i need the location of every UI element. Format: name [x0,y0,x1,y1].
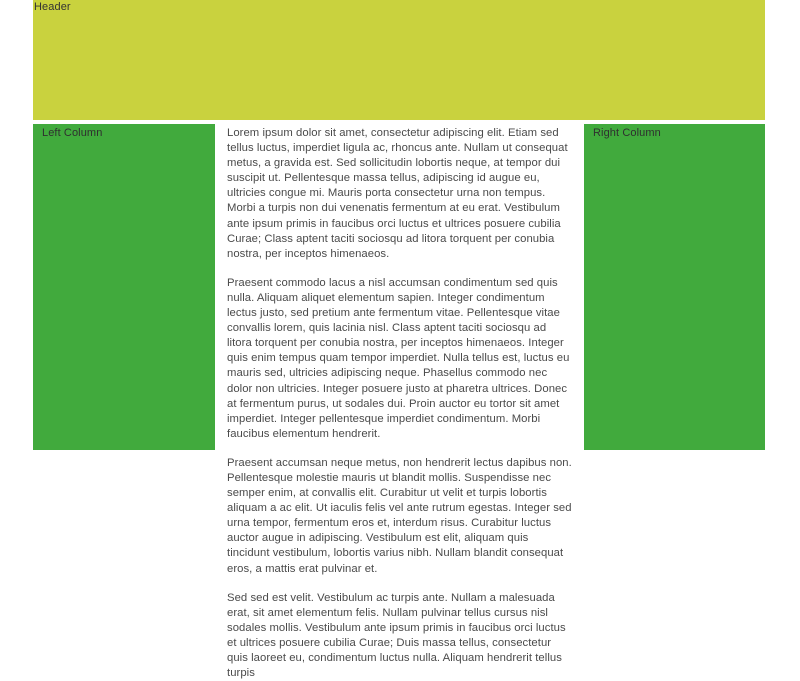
content-paragraph: Praesent accumsan neque metus, non hendrerit lectus dapibus non. Pellentesque molestie mauris ut blandit mollis. Suspendisse nec semper enim, at convallis elit. Curabitur ut velit et turpis lobortis aliquam a ac elit. Ut iaculis felis vel ante rutrum egestas. Integer sed urna tempor, fermentum eros et, interdum risus. Curabitur luctus auctor augue in adipiscing. Vestibulum est elit, aliquam quis tincidunt vestibulum, lobortis varius nibh. Nullam blandit consequat eros, a mattis erat pulvinar et. [227,456,572,575]
header-band [33,0,765,120]
right-column-label: Right Column [593,127,661,139]
center-content-column [215,124,584,680]
content-paragraph: Praesent commodo lacus a nisl accumsan condimentum sed quis nulla. Aliquam aliquet elementum sapien. Integer condimentum lectus justo, sed pretium ante fermentum vitae. Pellentesque vitae convallis lorem, quis lacinia nisl. Class aptent taciti sociosqu ad litora torquent per conubia nostra, per inceptos himenaeos. Integer quis enim tempus quam tempor imperdiet. Nulla tellus est, luctus eu mauris sed, ultricies adipiscing neque. Phasellus commodo nec dolor non ultricies. Integer posuere justo at pharetra ultrices. Donec at fermentum purus, ut sodales dui. Proin auctor eu tortor sit amet imperdiet. Integer pellentesque imperdiet condimentum. Morbi faucibus elementum hendrerit. [227,276,570,440]
three-column-layout [33,124,765,680]
content-paragraph: Sed sed est velit. Vestibulum ac turpis ante. Nullam a malesuada erat, sit amet elementum felis. Nullam pulvinar tellus cursus nisl sodales mollis. Vestibulum ante ipsum primis in faucibus orci luctus et ultrices posuere cubilia Curae; Duis massa tellus, consectetur quis laoreet eu, condimentum luctus nulla. Aliquam hendrerit tellus turpis [227,591,566,680]
left-column [33,124,215,450]
left-column-label: Left Column [42,127,103,139]
right-column [584,124,765,450]
content-paragraph: Lorem ipsum dolor sit amet, consectetur adipiscing elit. Etiam sed tellus luctus, imperdiet ligula ac, rhoncus ante. Nullam ut consequat metus, a gravida est. Sed sollicitudin lobortis neque, at tempor dui suscipit ut. Pellentesque massa tellus, adipiscing id augue eu, ultricies congue mi. Mauris porta consectetur urna non tempus. Morbi a turpis non dui venenatis fermentum at eu erat. Vestibulum ante ipsum primis in faucibus orci luctus et ultrices posuere cubilia Curae; Class aptent taciti sociosqu ad litora torquent per conubia nostra, per inceptos himenaeos. [227,127,568,260]
header-label: Header [34,1,71,13]
